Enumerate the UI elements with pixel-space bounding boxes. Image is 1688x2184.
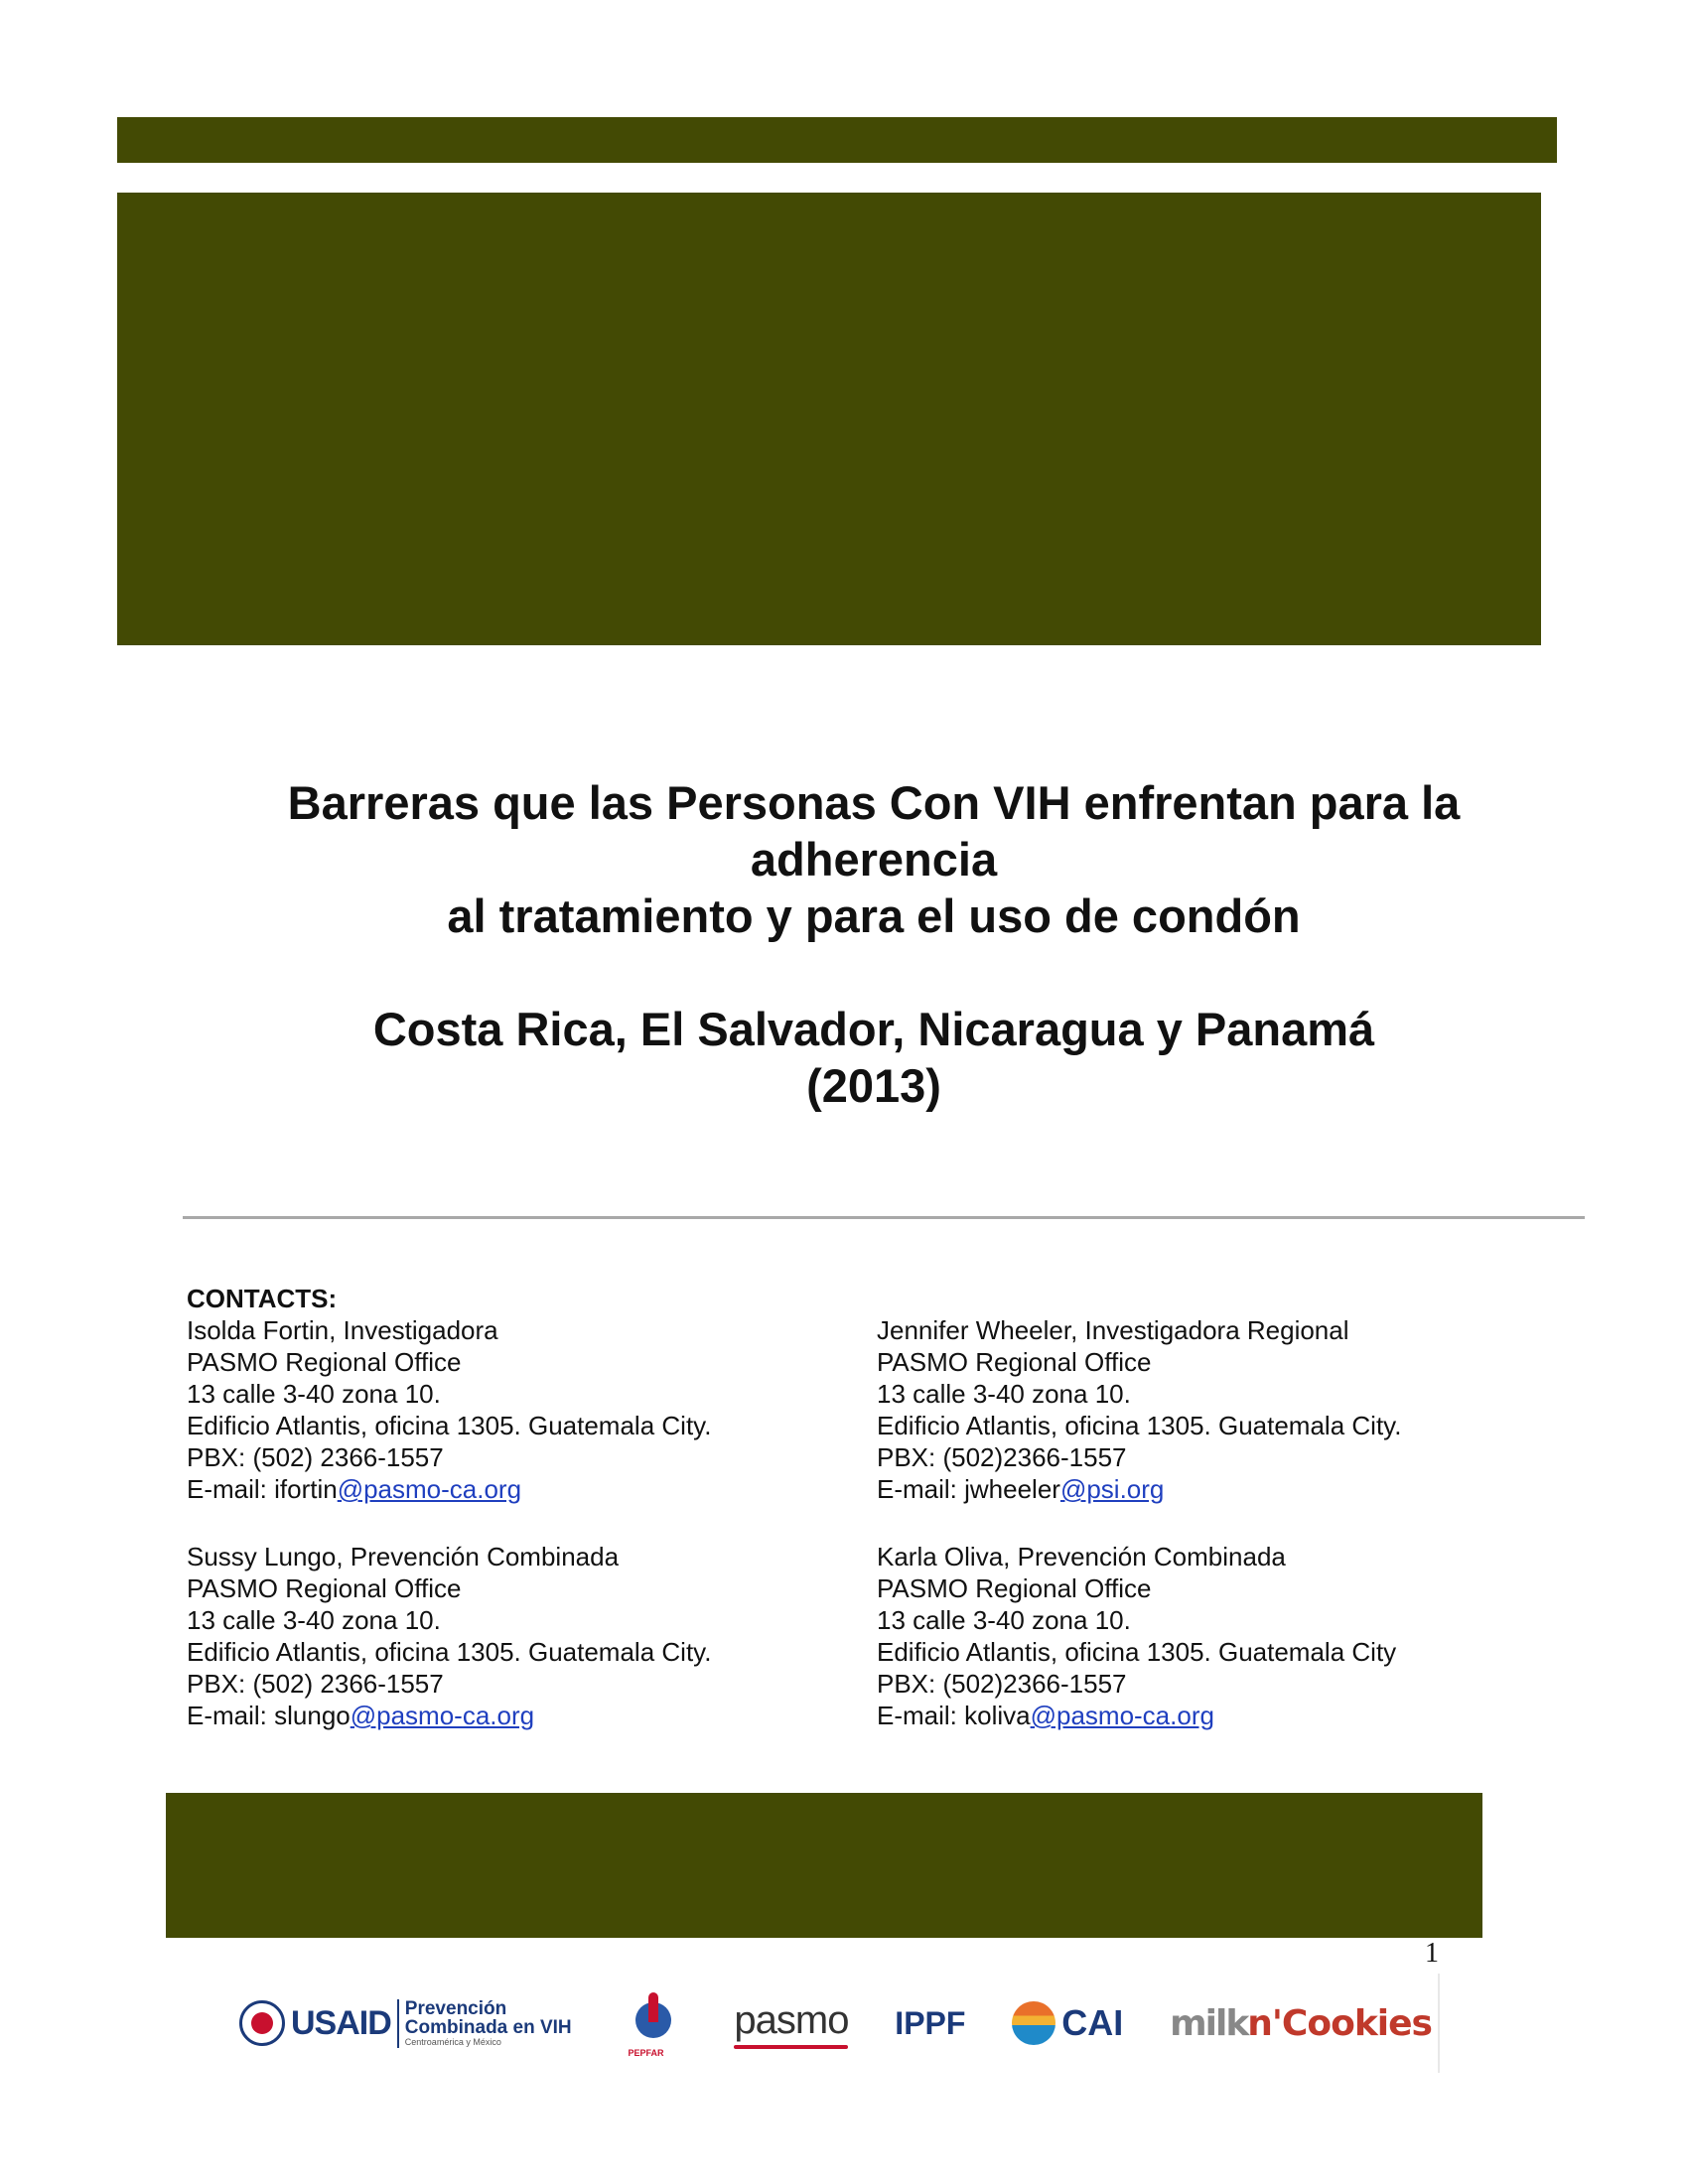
email-link[interactable]: @pasmo-ca.org [337,1474,522,1504]
contact-office: PASMO Regional Office [877,1573,1152,1603]
pepfar-logo [619,1988,688,2058]
cookies-wordmark: n'Cookies [1247,2002,1432,2044]
title-line: adherencia [750,833,998,886]
contact-phone: PBX: (502) 2366-1557 [187,1442,444,1472]
prevencion-line: Combinada en VIH [404,2016,572,2038]
email-prefix: E-mail: jwheeler [877,1474,1060,1504]
contact-card [877,1314,1401,1505]
email-prefix: E-mail: ifortin [187,1474,338,1504]
page-number: 1 [1425,1938,1439,1969]
pasmo-swoosh-icon [734,2045,848,2049]
pasmo-wordmark: pasmo [734,1997,849,2042]
contact-name: Isolda Fortin, Investigadora [187,1315,498,1345]
title-year: (2013) [806,1059,941,1112]
contact-card [187,1314,711,1505]
contact-email [877,1700,1396,1731]
contact-card [187,1541,711,1731]
contact-office: PASMO Regional Office [877,1347,1152,1377]
contact-street: 13 calle 3-40 zona 10. [877,1379,1131,1409]
ippf-wordmark: IPPF [895,2004,966,2041]
contact-office: PASMO Regional Office [187,1347,462,1377]
contact-building: Edificio Atlantis, oficina 1305. Guatemala City [877,1637,1397,1667]
footer-band [166,1793,1482,1938]
email-link[interactable]: @pasmo-ca.org [350,1701,535,1730]
contact-street: 13 calle 3-40 zona 10. [877,1605,1131,1635]
ippf-logo [895,2005,965,2042]
contacts-heading: CONTACTS: [187,1284,338,1313]
contact-card [877,1541,1396,1731]
email-link[interactable]: @psi.org [1059,1474,1165,1504]
divider [183,1216,1585,1219]
email-prefix: E-mail: koliva [877,1701,1031,1730]
contact-email [187,1473,711,1505]
contact-phone: PBX: (502)2366-1557 [877,1442,1127,1472]
title-line: al tratamiento y para el uso de condón [447,889,1301,942]
contact-name: Sussy Lungo, Prevención Combinada [187,1542,620,1571]
contact-office: PASMO Regional Office [187,1573,462,1603]
hero-band [117,193,1541,645]
sponsor-logos [233,1974,1440,2073]
contact-building: Edificio Atlantis, oficina 1305. Guatemala City. [187,1637,712,1667]
cai-wordmark: CAI [1061,2002,1124,2043]
contact-name: Karla Oliva, Prevención Combinada [877,1542,1286,1571]
contact-name: Jennifer Wheeler, Investigadora Regional [877,1315,1349,1345]
usaid-seal-icon [239,2000,285,2046]
contact-email [877,1473,1401,1505]
cai-logo [1012,2001,1123,2045]
contact-street: 13 calle 3-40 zona 10. [187,1605,441,1635]
prevencion-logo [397,1999,572,2048]
prevencion-line: Prevención [404,1997,507,2019]
milk-wordmark: milk [1170,2002,1248,2044]
pasmo-logo [734,1998,848,2049]
header-band [117,117,1557,163]
prevencion-subtitle: Centroamérica y México [404,2036,501,2047]
title-line: Barreras que las Personas Con VIH enfrentan para la [287,776,1461,829]
contact-phone: PBX: (502) 2366-1557 [187,1669,444,1699]
contact-email [187,1700,711,1731]
contact-phone: PBX: (502)2366-1557 [877,1669,1127,1699]
milk-n-cookies-logo [1170,2003,1432,2044]
email-link[interactable]: @pasmo-ca.org [1030,1701,1214,1730]
pepfar-wordmark: PEPFAR [628,2048,664,2058]
ribbon-icon [648,1992,658,2022]
email-prefix: E-mail: slungo [187,1701,351,1730]
cai-mark-icon [1012,2001,1055,2045]
contact-building: Edificio Atlantis, oficina 1305. Guatemala City. [877,1411,1402,1440]
usaid-wordmark: USAID [291,2003,391,2042]
document-title [149,774,1599,1114]
title-countries: Costa Rica, El Salvador, Nicaragua y Panamá [372,1003,1375,1055]
contact-building: Edificio Atlantis, oficina 1305. Guatemala City. [187,1411,712,1440]
contact-street: 13 calle 3-40 zona 10. [187,1379,441,1409]
usaid-logo [239,1999,572,2048]
